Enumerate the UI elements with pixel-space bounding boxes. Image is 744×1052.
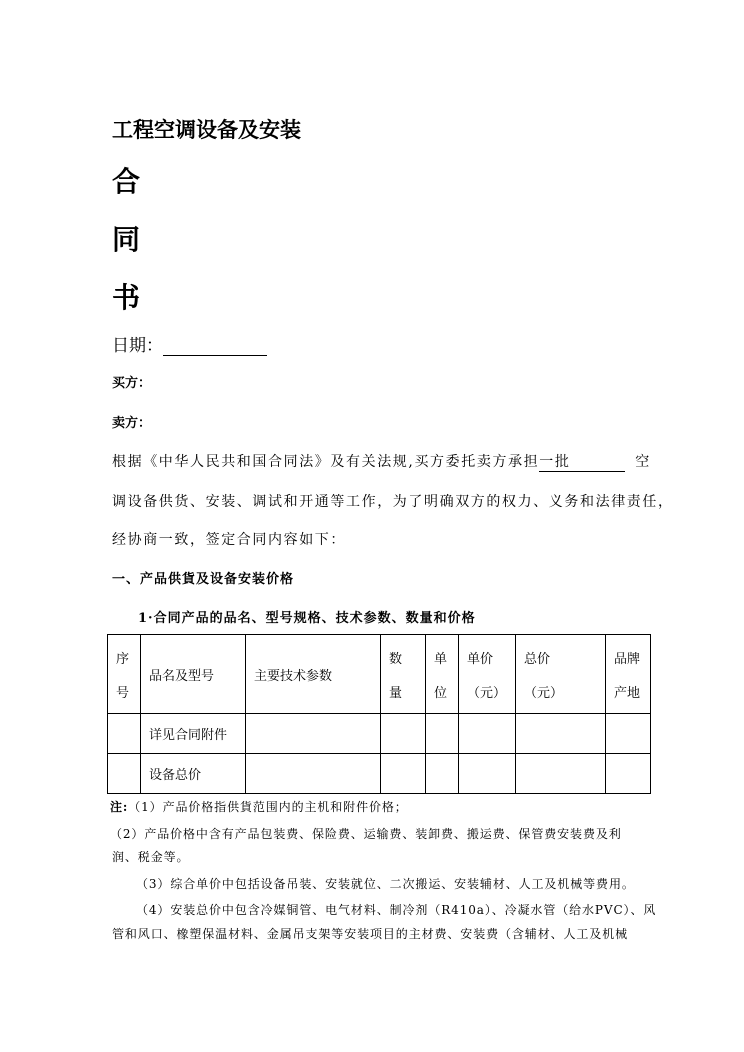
note-4: （4）安装总价中包含冷媒铜管、电气材料、制冷剂（R410a）、冷凝水管（给水PVC）、风 [136, 903, 657, 917]
header-qty: 数 量 [381, 635, 426, 714]
title-char: 合 [112, 165, 141, 198]
title-char: 书 [112, 281, 141, 314]
intro-line: 经协商一致，签定合同内容如下： [112, 532, 346, 548]
intro-line [112, 451, 651, 472]
date-blank [163, 337, 267, 356]
date-label: 日期： [112, 336, 163, 356]
note-4-cont: 管和风口、橡塑保温材料、金属吊支架等安装项目的主材费、安装费（含辅材、人工及机械 [112, 927, 629, 941]
date-field [112, 331, 267, 356]
intro-text: 空 [635, 454, 651, 470]
header-params: 主要技术参数 [246, 635, 381, 714]
seller-label: 卖方： [112, 416, 152, 431]
header-price: 单价 （元） [459, 635, 516, 714]
row-name: 详见合同附件 [141, 714, 246, 754]
table-row [108, 754, 651, 794]
buyer-label: 买方： [112, 376, 152, 391]
header-total: 总价 （元） [516, 635, 606, 714]
product-table [107, 634, 651, 794]
section-heading: 一、产品供貨及设备安装价格 [112, 572, 295, 587]
document-title: 工程空调设备及安装 [112, 117, 301, 142]
intro-text: 根据《中华人民共和国合同法》及有关法规,买方委托卖方承担 [112, 454, 540, 470]
scope-fill: 一批 [539, 451, 625, 472]
intro-line: 调设备供货、安装、调试和开通等工作，为了明确双方的权力、义务和法律责任， [112, 494, 674, 510]
table-row [108, 714, 651, 754]
table-header-row [108, 635, 651, 714]
note-2: （2）产品价格中含有产品包装费、保险费、运输费、装卸费、搬运费、保管费安装费及利 [110, 827, 622, 841]
header-brand: 品牌 产地 [606, 635, 651, 714]
header-unit: 单 位 [426, 635, 459, 714]
row-name: 设备总价 [141, 754, 246, 794]
title-char: 同 [112, 223, 141, 256]
note-3: （3）综合单价中包括设备吊装、安装就位、二次搬运、安装辅材、人工及机械等费用。 [136, 877, 635, 891]
header-name: 品名及型号 [141, 635, 246, 714]
note-1: 注:（1）产品价格指供貨范围内的主机和附件价格； [110, 800, 408, 814]
subsection-heading: 1·合同产品的品名、型号规格、技术参数、数量和价格 [138, 611, 476, 626]
header-seq: 序 号 [108, 635, 141, 714]
note-2-cont: 润、税金等。 [112, 850, 190, 864]
